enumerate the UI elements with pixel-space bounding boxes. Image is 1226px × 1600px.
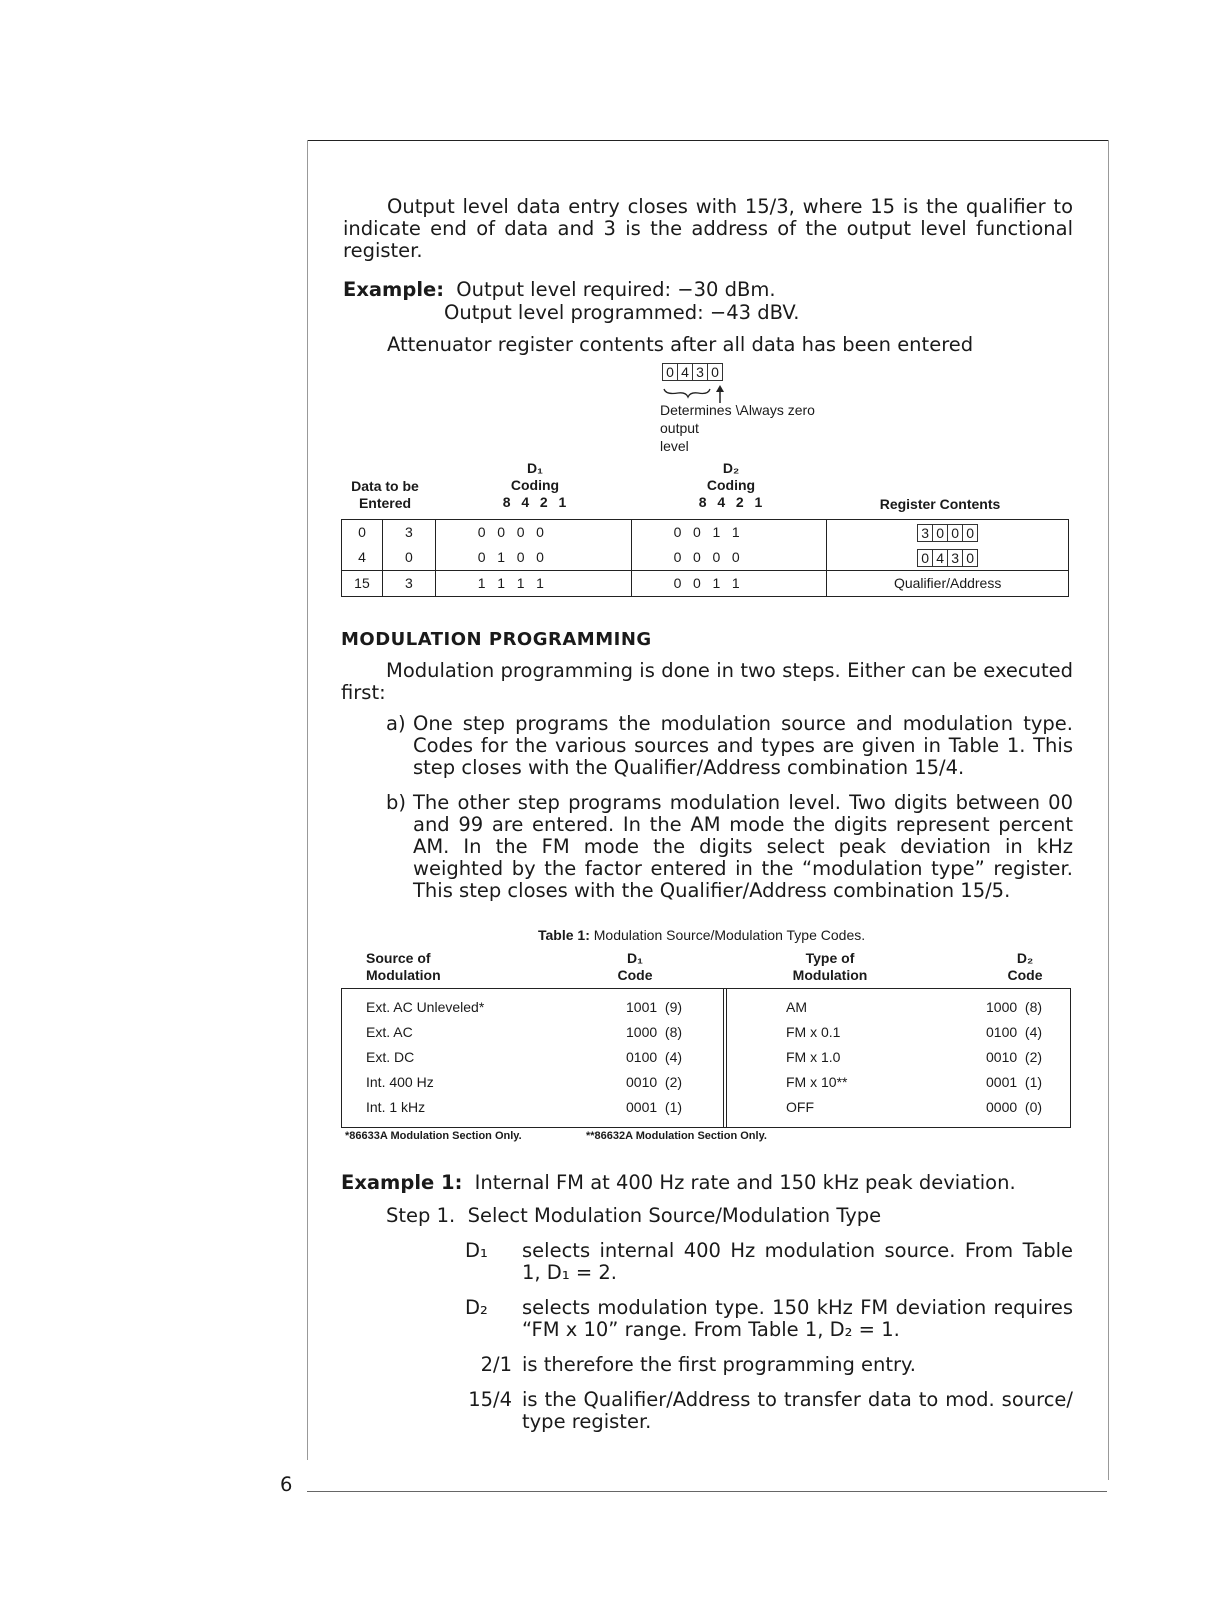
step1: Step 1. Select Modulation Source/Modulation Type <box>386 1204 882 1227</box>
attenuator-text: Attenuator register contents after all data has been entered <box>387 333 974 356</box>
t1-cell-b: 0 <box>404 549 413 565</box>
t2-header-d2 <box>1000 950 1050 984</box>
determines-label: Determines \Always zero <box>660 402 815 418</box>
t2-d2: 0000 (0) <box>986 1099 1043 1115</box>
coding-table <box>341 519 1069 597</box>
example1-text: Internal FM at 400 Hz rate and 150 kHz peak deviation. <box>474 1171 1016 1194</box>
t1-cell <box>827 520 1069 571</box>
t2-header-type <box>780 950 880 984</box>
t1-cell-d1: 1 1 1 1 <box>435 571 631 597</box>
table-row <box>342 571 1069 597</box>
t1-cell-qualifier: Qualifier/Address <box>827 571 1069 597</box>
table-row <box>342 1095 1070 1120</box>
t2-type: FM x 0.1 <box>786 1024 841 1040</box>
t2-type: FM x 1.0 <box>786 1049 841 1065</box>
item-text: selects internal 400 Hz modulation source. From Table 1, D₁ = 2. <box>522 1239 1073 1284</box>
t2-source: Ext. AC <box>366 1024 413 1040</box>
item-key: D₁ <box>465 1239 488 1262</box>
table-row <box>342 1020 1070 1045</box>
register-digit: 4 <box>933 550 948 566</box>
item-text: selects modulation type. 150 kHz FM deviation requires “FM x 10” range. From Table 1, D₂ = 1. <box>522 1296 1073 1341</box>
item-b-text: The other step programs modulation level. Two digits between 00 and 99 are entered. In the AM mode the digits represent percent AM. In the FM mode the digits select peak deviation in kHz weighted by the factor entered in the “modulation type” register. This step closes with the Qualifier/Address combination 15/5. <box>413 791 1073 902</box>
t2-d1: 0010 (2) <box>626 1074 683 1090</box>
register-digit: 3 <box>693 364 708 380</box>
footnote-2: **86632A Modulation Section Only. <box>586 1130 767 1142</box>
modulation-heading: MODULATION PROGRAMMING <box>341 629 652 650</box>
register-diagram <box>662 363 723 382</box>
t2-source: Int. 400 Hz <box>366 1074 434 1090</box>
t1-header-data <box>345 478 425 512</box>
example1-line <box>341 1172 1016 1194</box>
t2-header-source-line1: Source of <box>366 950 431 966</box>
t1-cell-d1: 0 1 0 0 <box>477 549 544 565</box>
register-digit: 0 <box>948 525 963 541</box>
intro-paragraph: Output level data entry closes with 15/3, where 15 is the qualifier to indicate end of data and 3 is the address of the output level functional register. <box>343 195 1073 262</box>
t1-cell <box>435 520 631 571</box>
t2-type: OFF <box>786 1099 814 1115</box>
table-caption-label: Table 1: <box>538 927 590 943</box>
register-digit: 0 <box>711 364 719 380</box>
t2-d1: 1001 (9) <box>626 999 683 1015</box>
t1-cell-d2: 0 0 1 1 <box>631 571 827 597</box>
t1-cell-d2: 0 0 1 1 <box>673 524 740 540</box>
t2-d2: 0001 (1) <box>986 1074 1043 1090</box>
t1-header-d1-coding: Coding <box>510 477 560 493</box>
register-digit: 0 <box>966 525 975 542</box>
t1-cell <box>631 520 827 571</box>
t1-cell-d2: 0 0 0 0 <box>673 549 740 565</box>
page-frame-left <box>307 140 308 1460</box>
page-frame-right <box>1108 140 1109 1480</box>
always-zero-text: Always zero <box>739 402 815 418</box>
register-digit: 4 <box>678 364 693 380</box>
t1-header-d2-coding: Coding <box>706 477 756 493</box>
t2-header-type-line1: Type of <box>805 950 855 966</box>
t1-cell-b: 3 <box>382 571 435 597</box>
item-text: is the Qualifier/Address to transfer data to mod. source/ type register. <box>522 1388 1073 1433</box>
t1-header-data-line2: Entered <box>358 495 412 511</box>
table-row <box>342 995 1070 1020</box>
t1-cell-a: 0 <box>358 524 366 540</box>
t2-source: Ext. DC <box>366 1049 415 1065</box>
t1-header-d1-bits: 8 4 2 1 <box>502 494 568 510</box>
t2-source: Ext. AC Unleveled* <box>366 999 485 1015</box>
t2-d2: 0100 (4) <box>986 1024 1043 1040</box>
t1-cell-a: 15 <box>342 571 383 597</box>
t2-d2: 1000 (8) <box>986 999 1043 1015</box>
example-label: Example: <box>343 278 445 301</box>
t1-cell-a: 4 <box>358 549 366 565</box>
modulation-intro: Modulation programming is done in two steps. Either can be executed first: <box>341 659 1073 704</box>
t2-header-source <box>366 950 441 984</box>
register-contents-boxes <box>917 549 978 567</box>
register-digit: 3 <box>918 525 933 541</box>
t2-header-d1-label: D₁ <box>627 950 643 966</box>
t2-rows <box>342 995 1070 1120</box>
register-digit: 0 <box>918 550 933 566</box>
t2-d2: 0010 (2) <box>986 1049 1043 1065</box>
example-block <box>343 279 1073 301</box>
t2-header-type-line2: Modulation <box>792 967 868 983</box>
t1-cell-d1: 0 0 0 0 <box>477 524 544 540</box>
t1-header-d1-label: D₁ <box>527 460 543 476</box>
t2-source: Int. 1 kHz <box>366 1099 426 1115</box>
t2-header-d2-label: D₂ <box>1016 950 1034 966</box>
t2-d1: 1000 (8) <box>626 1024 683 1040</box>
t2-type: AM <box>786 999 807 1015</box>
level-label: level <box>660 438 689 454</box>
table-row <box>342 1045 1070 1070</box>
output-label: output <box>660 420 699 436</box>
item-a-label: a) <box>386 712 406 735</box>
t1-header-data-line1: Data to be <box>351 478 419 494</box>
t1-header-d2-bits: 8 4 2 1 <box>698 494 764 510</box>
table-caption <box>538 927 865 943</box>
table-caption-text: Modulation Source/Modulation Type Codes. <box>593 927 866 943</box>
register-digit: 0 <box>933 525 948 541</box>
t2-header-source-line2: Modulation <box>366 967 441 983</box>
footer-rule <box>307 1491 1107 1492</box>
register-digit: 0 <box>663 364 678 380</box>
t1-header-d2-label: D₂ <box>722 460 740 476</box>
t1-cell <box>382 520 435 571</box>
t2-header-d1-code: Code <box>617 967 653 983</box>
table-row <box>342 520 1069 571</box>
register-contents-boxes <box>917 524 978 542</box>
example1-label: Example 1: <box>341 1171 463 1194</box>
register-digit: 0 <box>966 550 975 567</box>
item-a-text: One step programs the modulation source and modulation type. Codes for the various sources and types are given in Table 1. This step closes with the Qualifier/Address combination 15/4. <box>413 712 1073 779</box>
t2-header-d2-code: Code <box>1007 967 1043 983</box>
t2-d1: 0100 (4) <box>626 1049 683 1065</box>
modulation-codes-table <box>341 988 1071 1128</box>
item-b-label: b) <box>386 791 406 814</box>
t2-type: FM x 10** <box>786 1074 848 1090</box>
t1-cell-b: 3 <box>404 524 413 540</box>
t2-header-d1 <box>600 950 670 984</box>
t2-d1: 0001 (1) <box>626 1099 683 1115</box>
item-key: D₂ <box>465 1296 488 1319</box>
example-line2: Output level programmed: −43 dBV. <box>444 301 800 324</box>
t1-header-d2 <box>676 460 786 511</box>
register-digit: 3 <box>948 550 963 566</box>
page-frame-top <box>307 140 1109 141</box>
example-line1: Output level required: −30 dBm. <box>456 278 776 301</box>
t1-cell <box>342 520 383 571</box>
table-row <box>342 1070 1070 1095</box>
t1-header-d1 <box>480 460 590 511</box>
footnote-1: *86633A Modulation Section Only. <box>345 1130 522 1142</box>
determines-text: Determines <box>660 402 732 418</box>
t1-header-register: Register Contents <box>879 496 1001 512</box>
register-boxes <box>662 363 723 381</box>
item-text: is therefore the first programming entry. <box>522 1353 917 1376</box>
item-key: 15/4 <box>468 1388 512 1411</box>
page-number: 6 <box>280 1473 293 1496</box>
item-key: 2/1 <box>480 1353 512 1376</box>
